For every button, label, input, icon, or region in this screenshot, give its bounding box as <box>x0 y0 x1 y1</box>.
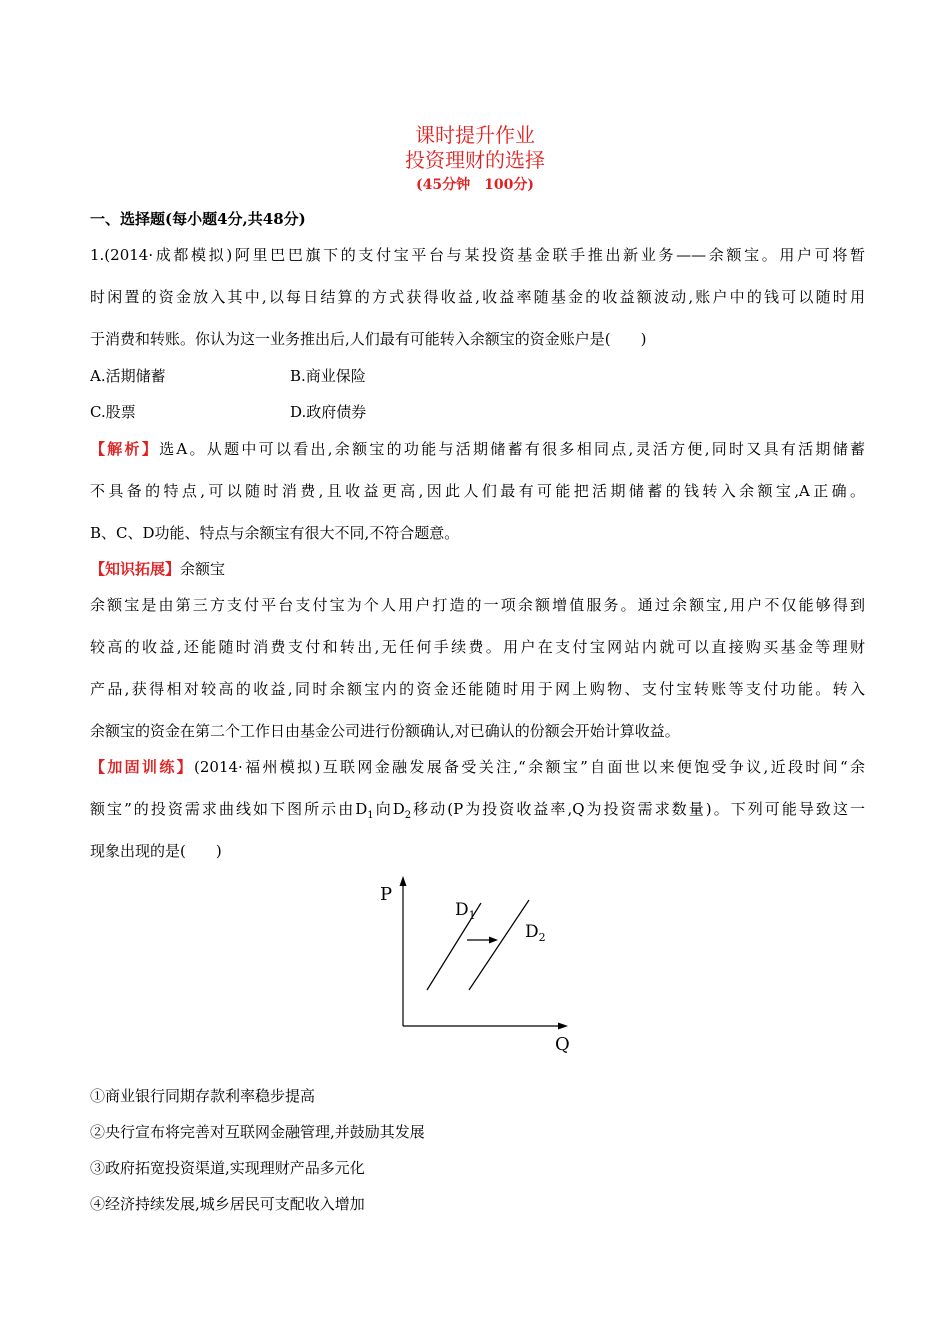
doc-subtitle: 投资理财的选择 <box>405 148 545 172</box>
curve-d2-label: $D_2$ <box>525 922 546 944</box>
knowledge-heading <box>90 558 865 580</box>
doc-title: 课时提升作业 <box>415 123 535 147</box>
training-line1 <box>90 756 865 778</box>
analysis-tag: 【解析】 <box>90 440 160 458</box>
q1-stem-line2: 时闲置的资金放入其中,以每日结算的方式获得收益,收益率随基金的收益额波动,账户中的钱可以随时用 <box>90 288 865 306</box>
option-item-3: ③政府拓宽投资渠道,实现理财产品多元化 <box>90 1159 365 1177</box>
q1-option-c: C.股票 <box>90 403 136 421</box>
q1-analysis-line3: B、C、D功能、特点与余额宝有很大不同,不符合题意。 <box>90 524 460 542</box>
option-item-1: ①商业银行同期存款利率稳步提高 <box>90 1087 316 1105</box>
q1-option-b: B.商业保险 <box>290 367 366 385</box>
q1-stem-line1: 1.(2014·成都模拟)阿里巴巴旗下的支付宝平台与某投资基金联手推出新业务——余额宝。用户可将暂 <box>90 246 865 264</box>
shift-arrow-head <box>489 937 498 944</box>
curve-d1-label: $D_1$ <box>455 900 476 922</box>
training-line2 <box>90 798 865 827</box>
curve-d2 <box>469 900 529 990</box>
training-sub1: 1 <box>367 810 374 821</box>
x-axis-label: Q <box>555 1034 570 1055</box>
q1-option-d: D.政府债券 <box>290 403 367 421</box>
training-line2-a: 额宝”的投资需求曲线如下图所示由D <box>90 800 368 818</box>
training-tag: 【加固训练】 <box>90 758 195 776</box>
knowledge-topic: 余额宝 <box>180 560 226 578</box>
demand-curve-graph <box>370 870 590 1060</box>
knowledge-line1: 余额宝是由第三方支付平台支付宝为个人用户打造的一项余额增值服务。通过余额宝,用户不仅能够得到 <box>90 596 865 614</box>
x-axis-arrow <box>558 1023 568 1030</box>
option-item-4: ④经济持续发展,城乡居民可支配收入增加 <box>90 1195 365 1213</box>
y-axis-arrow <box>400 876 407 886</box>
training-line2-c: 移动(P为投资收益率,Q为投资需求数量)。下列可能导致这一 <box>411 800 865 818</box>
analysis-text: 选A。从题中可以看出,余额宝的功能与活期储蓄有很多相同点,灵活方便,同时又具有活期储蓄 <box>159 440 865 458</box>
knowledge-line2: 较高的收益,还能随时消费支付和转出,无任何手续费。用户在支付宝网站内就可以直接购买基金等理财 <box>90 638 865 656</box>
training-sub2: 2 <box>404 810 412 821</box>
knowledge-tag: 【知识拓展】 <box>90 560 181 578</box>
q1-option-a: A.活期储蓄 <box>90 367 166 385</box>
q1-analysis-line1 <box>90 438 865 460</box>
training-line2-b: 向D <box>373 800 405 818</box>
knowledge-line3: 产品,获得相对较高的收益,同时余额宝内的资金还能随时用于网上购物、支付宝转账等支付功能。转入 <box>90 680 865 698</box>
q1-stem-line3: 于消费和转账。你认为这一业务推出后,人们最有可能转入余额宝的资金账户是( ) <box>90 330 647 348</box>
section-heading: 一、选择题(每小题4分,共48分) <box>90 210 306 228</box>
doc-duration: (45分钟 100分) <box>416 177 534 193</box>
option-item-2: ②央行宣布将完善对互联网金融管理,并鼓励其发展 <box>90 1123 425 1141</box>
knowledge-line4: 余额宝的资金在第二个工作日由基金公司进行份额确认,对已确认的份额会开始计算收益。 <box>90 722 680 740</box>
training-text: (2014·福州模拟)互联网金融发展备受关注,“余额宝”自面世以来便饱受争议,近段时间“余 <box>194 758 865 776</box>
q1-analysis-line2: 不具备的特点,可以随时消费,且收益更高,因此人们最有可能把活期储蓄的钱转入余额宝,A正确。 <box>90 482 865 500</box>
training-line3: 现象出现的是( ) <box>90 842 222 860</box>
y-axis-label: P <box>380 884 393 905</box>
